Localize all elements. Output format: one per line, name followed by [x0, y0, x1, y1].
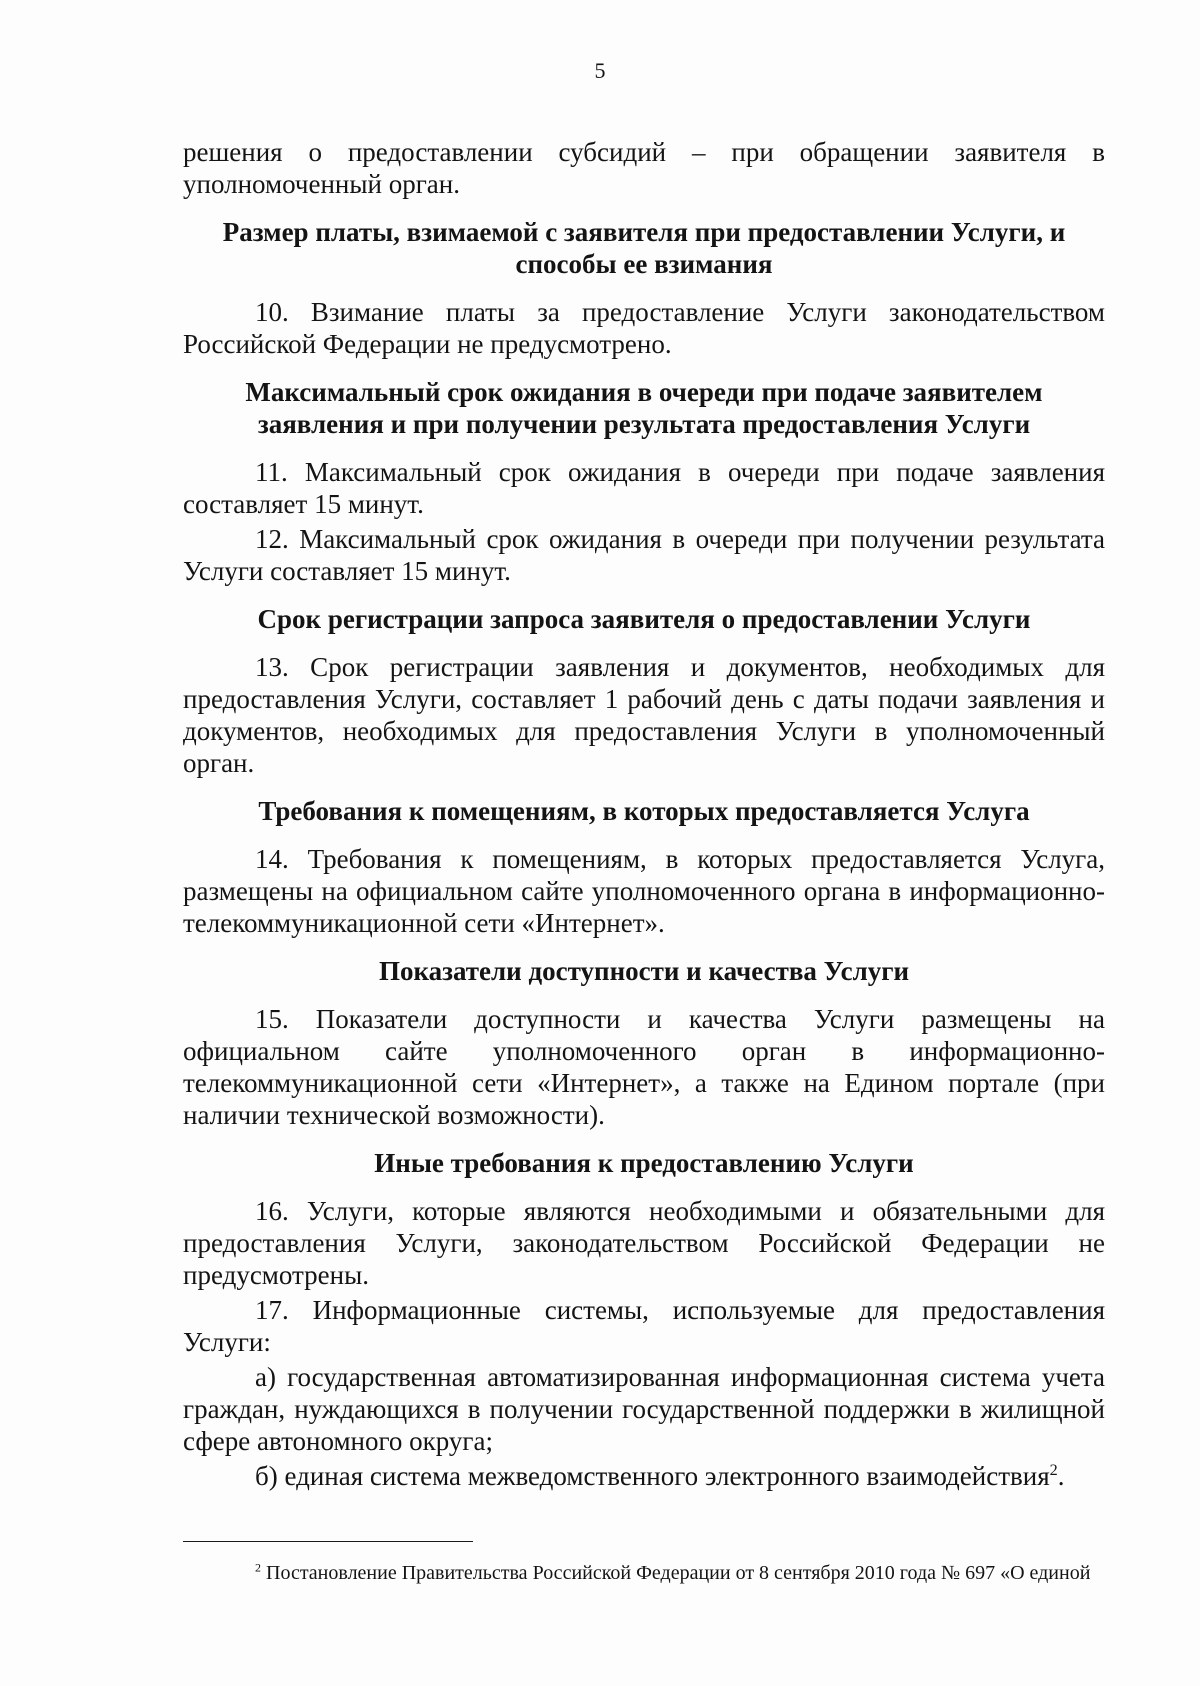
paragraph-intro: решения о предоставлении субсидий – при обращении заявителя в уполномоченный орган.: [183, 137, 1105, 199]
footnote-text: Постановление Правительства Российской Федерации от 8 сентября 2010 года № 697 «О единой: [261, 1562, 1091, 1584]
paragraph-10: 10. Взимание платы за предоставление Услуги законодательством Российской Федерации не предусмотрено.: [183, 297, 1105, 359]
paragraph-14: 14. Требования к помещениям, в которых предоставляется Услуга, размещены на официальном сайте уполномоченного органа в информационно-телекоммуникационной сети «Интернет».: [183, 844, 1105, 938]
paragraph-17b-period: .: [1057, 1461, 1065, 1491]
paragraph-11: 11. Максимальный срок ожидания в очереди при подаче заявления составляет 15 минут.: [183, 457, 1105, 519]
footnote-divider: [183, 1541, 473, 1542]
paragraph-13: 13. Срок регистрации заявления и документов, необходимых для предоставления Услуги, составляет 1 рабочий день с даты подачи заявления и документов, необходимых для предоставления Услуги в уполномоченный орган.: [183, 652, 1105, 778]
paragraph-17b-text: б) единая система межведомственного электронного взаимодействия: [255, 1461, 1050, 1491]
heading-fee: [183, 216, 1105, 280]
heading-queue: [183, 376, 1105, 440]
heading-fee-text: Размер платы, взимаемой с заявителя при предоставлении Услуги, и способы ее взимания: [222, 217, 1066, 279]
paragraph-17b: [183, 1460, 1105, 1492]
heading-other: Иные требования к предоставлению Услуги: [374, 1148, 914, 1178]
document-body: [183, 136, 1105, 1492]
footnote: [255, 1560, 1115, 1586]
paragraph-17: 17. Информационные системы, используемые для предоставления Услуги:: [183, 1295, 1105, 1357]
paragraph-17a: а) государственная автоматизированная информационная система учета граждан, нуждающихся в получении государственной поддержки в жилищной сфере автономного округа;: [183, 1362, 1105, 1456]
page-number: 5: [594, 58, 606, 83]
heading-queue-text: Максимальный срок ожидания в очереди при подаче заявителем заявления и при получении результата предоставления Услуги: [245, 377, 1043, 439]
footnote-mark: 2: [255, 1560, 261, 1575]
paragraph-16: 16. Услуги, которые являются необходимыми и обязательными для предоставления Услуги, законодательством Российской Федерации не предусмотрены.: [183, 1196, 1105, 1290]
footnote-reference: 2: [1049, 1461, 1058, 1479]
heading-indicators: Показатели доступности и качества Услуги: [378, 956, 910, 986]
heading-premises: Требования к помещениям, в которых предоставляется Услуга: [258, 796, 1030, 826]
heading-registration: Срок регистрации запроса заявителя о предоставлении Услуги: [257, 604, 1031, 634]
paragraph-15: 15. Показатели доступности и качества Услуги размещены на официальном сайте уполномоченного орган в информационно-телекоммуникационной сети «Интернет», а также на Едином портале (при наличии технической возможности).: [183, 1004, 1105, 1130]
paragraph-12: 12. Максимальный срок ожидания в очереди при получении результата Услуги составляет 15 минут.: [183, 524, 1105, 586]
